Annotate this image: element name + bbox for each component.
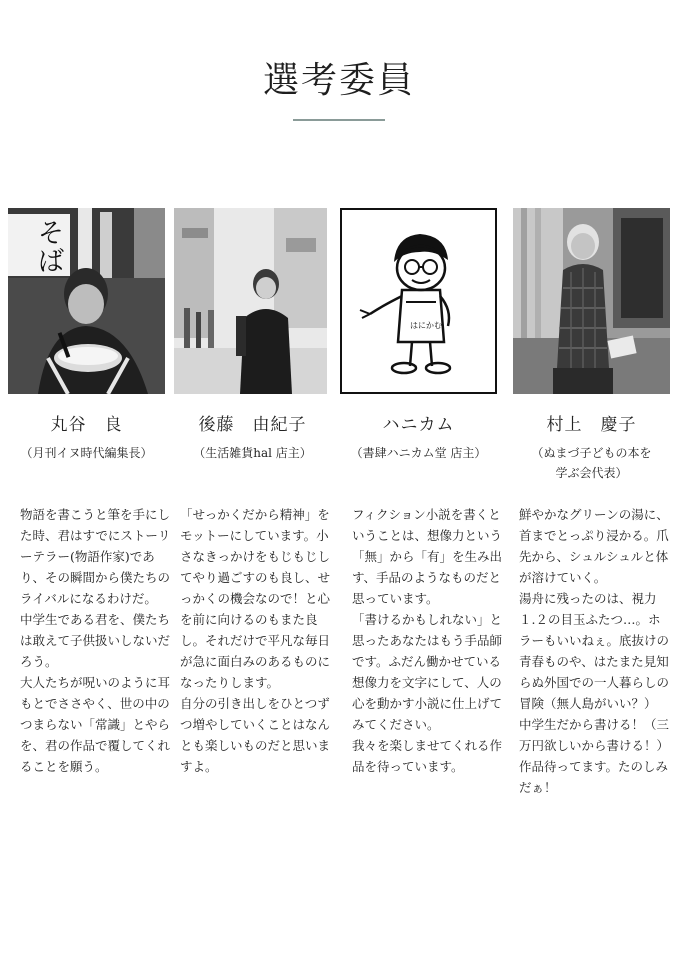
judge-name: 村上 慶子 (546, 415, 637, 435)
judge-card-goto (174, 208, 331, 774)
judge-bio (519, 504, 671, 798)
bio-paragraph: 自分の引き出しをひとつずつ増やしていくことはなんとも楽しいものだと思いますよ。 (180, 696, 331, 774)
judge-role (340, 443, 497, 463)
bio-paragraph: 中学生である君を、僕たちは敢えて子供扱いしないだろう。 (20, 612, 171, 669)
bio-paragraph: 我々を楽しませてくれる作品を待っています。 (352, 738, 503, 774)
judge-role (513, 443, 670, 483)
judge-card-murakami (513, 208, 670, 795)
sign-text-so: そ (38, 219, 65, 249)
photo-goto (174, 208, 331, 394)
judge-name: 後藤 由紀子 (198, 415, 307, 435)
bio-paragraph: 鮮やかなグリーンの湯に、首までとっぷり浸かる。爪先から、シュルシュルと体が溶けていく。 (519, 507, 669, 585)
judge-role-line: （ぬまづ子どもの本を (531, 446, 652, 460)
judge-bio (20, 504, 172, 777)
bio-paragraph: 「書けるかもしれない」と思ったあなたはもう手品師です。ふだん働かせている想像力を文字にして、人の心を動かす小説に仕上げてみてください。 (352, 612, 503, 732)
judge-card-maruya (8, 208, 171, 774)
photo-maruya (8, 208, 165, 394)
apron-text: はにかむ (410, 321, 442, 330)
judge-name: 丸谷 良 (50, 415, 123, 435)
judge-role (174, 443, 331, 463)
judge-bio (352, 504, 504, 777)
bio-paragraph: フィクション小説を書くということは、想像力という「無」から「有」を生み出す、手品のようなものだと思っています。 (352, 507, 503, 606)
judge-role-line: （生活雑貨hal 店主） (193, 446, 312, 460)
bio-paragraph: 大人たちが呪いのように耳もとでささやく、世の中のつまらない「常識」とやらを、君の作品で覆してくれることを願う。 (20, 675, 171, 774)
bio-paragraph: 物語を書こうと筆を手にした時、君はすでにストーリーテラー(物語作家)であり、その瞬間から僕たちのライバルになるわけだ。 (20, 507, 171, 606)
judge-bio (180, 504, 332, 777)
judge-card-hanikamu (340, 208, 503, 774)
sign-text-ba: ば (38, 247, 65, 277)
bio-paragraph: 湯舟に残ったのは、視力１.２の目玉ふたつ…。ホラーもいいねぇ。底抜けの青春ものや、はたまた見知らぬ外国での一人暮らしの冒険（無人島がいい？） (519, 591, 670, 711)
photo-murakami (513, 208, 670, 394)
judge-role (8, 443, 165, 463)
illustration-hanikamu (340, 208, 497, 394)
judge-name: ハニカム (382, 415, 455, 435)
title-divider (293, 119, 385, 121)
bio-paragraph: 中学生だから書ける！（三万円欲しいから書ける！） (519, 717, 670, 753)
bio-paragraph: 作品待ってます。たのしみだぁ！ (519, 759, 669, 795)
judge-role-line: 学ぶ会代表） (555, 466, 628, 480)
bio-paragraph: 「せっかくだから精神」をモットーにしています。小さなきっかけをもじもじしてやり過ごすのも良し、せっかくの機会なので！と心を前に向けるのもまた良し。それだけで平凡な毎日が急に面白みのあるものになったりします。 (180, 507, 331, 690)
page-title: 選考委員 (262, 60, 415, 101)
judge-role-line: （月刊イヌ時代編集長） (20, 446, 153, 460)
judge-role-line: （書肆ハニカム堂 店主） (350, 446, 487, 460)
